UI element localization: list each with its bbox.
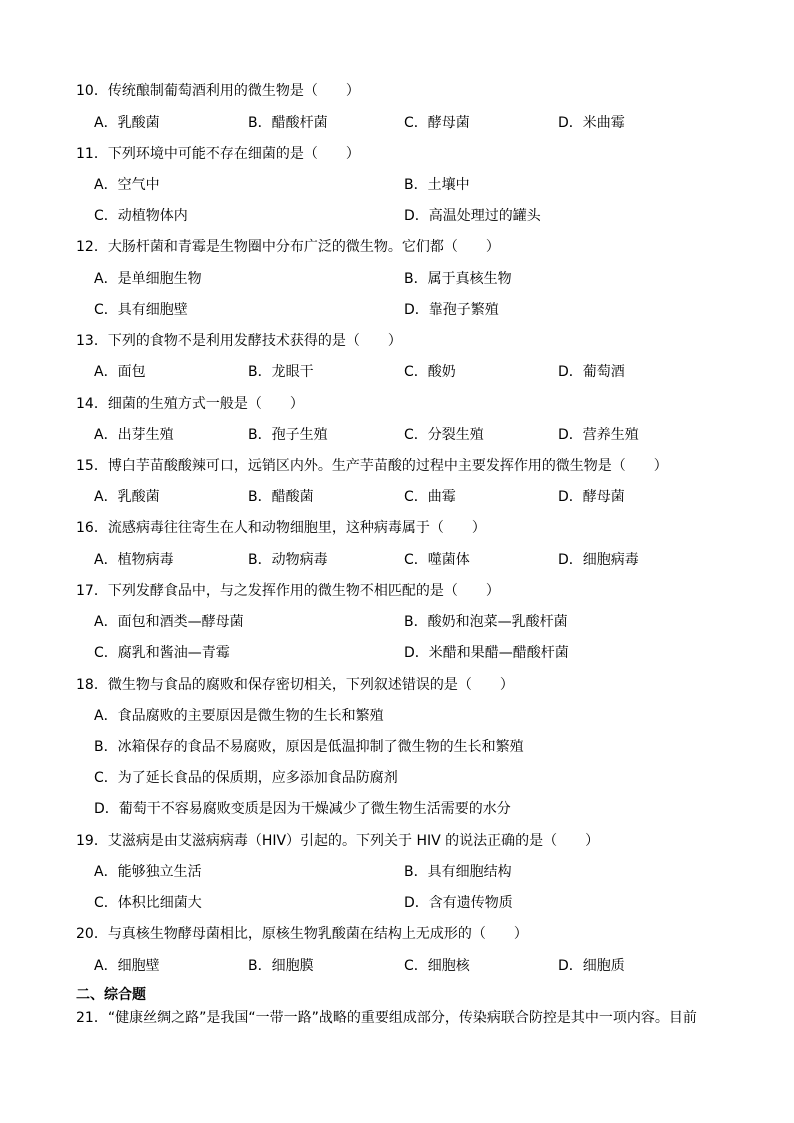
question-14-option-a: A．出芽生殖 [94, 427, 174, 443]
question-12-option-c: C．具有细胞壁 [94, 302, 188, 318]
question-13-option-a: A．面包 [94, 364, 146, 380]
question-20-option-d: D．细胞质 [558, 958, 625, 974]
question-19-option-a: A．能够独立生活 [94, 864, 202, 880]
question-15-option-b: B．醋酸菌 [248, 489, 314, 505]
question-17-stem: 17．下列发酵食品中，与之发挥作用的微生物不相匹配的是（ ） [76, 583, 500, 599]
question-16-stem: 16．流感病毒往往寄生在人和动物细胞里，这种病毒属于（ ） [76, 520, 486, 536]
question-12-option-b: B．属于真核生物 [404, 271, 512, 287]
question-13-option-c: C．酸奶 [404, 364, 456, 380]
question-18-option-a: A．食品腐败的主要原因是微生物的生长和繁殖 [94, 708, 384, 724]
question-20-option-b: B．细胞膜 [248, 958, 314, 974]
question-11-option-c: C．动植物体内 [94, 208, 188, 224]
question-16-option-c: C．噬菌体 [404, 552, 470, 568]
question-10-option-a: A．乳酸菌 [94, 115, 160, 131]
question-19-option-d: D．含有遗传物质 [404, 895, 513, 911]
question-15-option-d: D．酵母菌 [558, 489, 625, 505]
question-15-stem: 15．博白芋苗酸酸辣可口，远销区内外。生产芋苗酸的过程中主要发挥作用的微生物是（ ） [76, 458, 668, 474]
question-20-option-a: A．细胞壁 [94, 958, 160, 974]
question-17-option-b: B．酸奶和泡菜—乳酸杆菌 [404, 614, 568, 630]
question-21-stem: 21．“健康丝绸之路”是我国“一带一路”战略的重要组成部分，传染病联合防控是其中一项内容。目前 [76, 1010, 697, 1026]
question-17-option-d: D．米醋和果醋—醋酸杆菌 [404, 645, 569, 661]
question-10-option-b: B．醋酸杆菌 [248, 115, 328, 131]
question-12-option-d: D．靠孢子繁殖 [404, 302, 499, 318]
question-10-option-c: C．酵母菌 [404, 115, 470, 131]
question-20-option-c: C．细胞核 [404, 958, 470, 974]
question-13-stem: 13．下列的食物不是利用发酵技术获得的是（ ） [76, 333, 402, 349]
question-11-option-a: A．空气中 [94, 177, 160, 193]
question-20-stem: 20．与真核生物酵母菌相比，原核生物乳酸菌在结构上无成形的（ ） [76, 926, 528, 942]
question-16-option-d: D．细胞病毒 [558, 552, 639, 568]
question-17-option-c: C．腐乳和酱油—青霉 [94, 645, 230, 661]
question-18-option-c: C．为了延长食品的保质期，应多添加食品防腐剂 [94, 770, 398, 786]
question-18-option-b: B．冰箱保存的食品不易腐败，原因是低温抑制了微生物的生长和繁殖 [94, 739, 524, 755]
question-15-option-a: A．乳酸菌 [94, 489, 160, 505]
question-11-option-b: B．土壤中 [404, 177, 470, 193]
question-13-option-b: B．龙眼干 [248, 364, 314, 380]
question-12-option-a: A．是单细胞生物 [94, 271, 202, 287]
question-14-option-d: D．营养生殖 [558, 427, 639, 443]
question-10-stem: 10．传统酿制葡萄酒利用的微生物是（ ） [76, 83, 360, 99]
question-12-stem: 12．大肠杆菌和青霉是生物圈中分布广泛的微生物。它们都（ ） [76, 239, 500, 255]
question-14-option-b: B．孢子生殖 [248, 427, 328, 443]
question-11-stem: 11．下列环境中可能不存在细菌的是（ ） [76, 146, 360, 162]
question-14-option-c: C．分裂生殖 [404, 427, 484, 443]
question-14-stem: 14．细菌的生殖方式一般是（ ） [76, 396, 304, 412]
section-title: 二、综合题 [76, 987, 146, 1003]
question-18-option-d: D．葡萄干不容易腐败变质是因为干燥减少了微生物生活需要的水分 [94, 801, 511, 817]
question-18-stem: 18．微生物与食品的腐败和保存密切相关，下列叙述错误的是（ ） [76, 677, 514, 693]
question-16-option-b: B．动物病毒 [248, 552, 328, 568]
question-19-option-b: B．具有细胞结构 [404, 864, 512, 880]
question-10-option-d: D．米曲霉 [558, 115, 625, 131]
question-17-option-a: A．面包和酒类—酵母菌 [94, 614, 244, 630]
question-19-option-c: C．体积比细菌大 [94, 895, 202, 911]
question-16-option-a: A．植物病毒 [94, 552, 174, 568]
question-13-option-d: D．葡萄酒 [558, 364, 625, 380]
question-19-stem: 19．艾滋病是由艾滋病病毒（HIV）引起的。下列关于 HIV 的说法正确的是（ ） [76, 833, 600, 849]
question-11-option-d: D．高温处理过的罐头 [404, 208, 541, 224]
question-15-option-c: C．曲霉 [404, 489, 456, 505]
